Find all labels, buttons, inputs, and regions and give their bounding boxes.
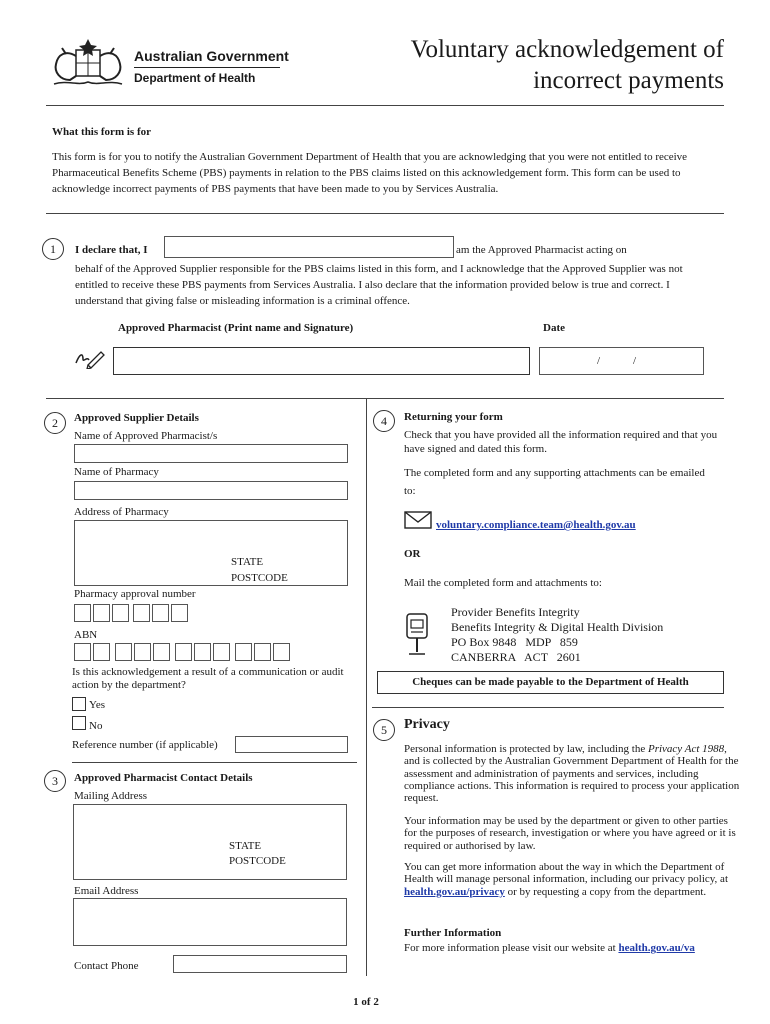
abn-cell[interactable] — [134, 643, 151, 661]
privacy-p1-b: , and is collected by the Australian Government Department of Health for the assessment and administration of payments and services, including compliance actions. This information is required to process your application request. — [404, 743, 740, 805]
postcode-label: POSTCODE — [229, 855, 286, 867]
intro-text: This form is for you to notify the Australian Government Department of Health that you are acknowledging that you were not entitled to receive Pharmaceutical Benefits Scheme (PBS) payments in relation to the PBS claims listed on this acknowledgement form. This form can be used to acknowledge incorrect payments of PBS payments that have been made to you by Services Australia. — [52, 151, 688, 195]
no-label: No — [89, 720, 103, 732]
mailing-address-field[interactable] — [73, 804, 347, 880]
envelope-icon — [404, 511, 432, 529]
date-label: Date — [543, 322, 565, 334]
reference-field[interactable] — [235, 736, 348, 753]
further-info-text — [404, 941, 695, 955]
address-pharmacy-field[interactable] — [74, 520, 348, 586]
pen-signature-icon — [74, 347, 106, 369]
name-pharmacy-field[interactable] — [74, 481, 348, 500]
address-line-3: PO Box 9848 MDP 859 — [451, 635, 578, 649]
address-pharmacy-label: Address of Pharmacy — [74, 506, 169, 518]
section-4-number: 4 — [373, 410, 395, 432]
reference-label: Reference number (if applicable) — [72, 739, 218, 751]
date-field[interactable] — [539, 347, 704, 375]
state-label: STATE — [231, 556, 264, 568]
contact-phone-label: Contact Phone — [74, 960, 139, 972]
page-number: 1 of 2 — [353, 996, 379, 1008]
section-3-heading: Approved Pharmacist Contact Details — [74, 772, 253, 784]
privacy-policy-link[interactable]: health.gov.au/privacy — [404, 885, 505, 898]
declarant-name-field[interactable] — [164, 236, 454, 258]
name-pharmacist-label: Name of Approved Pharmacist/s — [74, 430, 218, 442]
postcode-label: POSTCODE — [231, 572, 288, 584]
name-pharmacy-label: Name of Pharmacy — [74, 466, 159, 478]
declare-suffix: am the Approved Pharmacist acting on — [456, 244, 627, 256]
section-2-heading: Approved Supplier Details — [74, 412, 199, 424]
yes-checkbox[interactable] — [72, 697, 86, 711]
department-name: Department of Health — [134, 71, 256, 85]
section-1-number: 1 — [42, 238, 64, 260]
form-title-line2: incorrect payments — [533, 67, 724, 94]
privacy-act-name: Privacy Act 1988 — [647, 743, 725, 755]
section-3-number: 3 — [44, 770, 66, 792]
address-line-4: CANBERRA ACT 2601 — [451, 650, 581, 664]
signature-field[interactable] — [113, 347, 530, 375]
cheques-box — [377, 671, 724, 694]
emailed-text: The completed form and any supporting attachments can be emailed to: — [404, 467, 705, 497]
abn-cell[interactable] — [273, 643, 290, 661]
declare-prefix: I declare that, I — [75, 244, 148, 256]
approval-cell[interactable] — [74, 604, 91, 622]
privacy-paragraph-3 — [404, 861, 742, 898]
section-5-number: 5 — [373, 719, 395, 741]
cheques-text: Cheques can be made payable to the Department of Health — [412, 676, 689, 688]
abn-cell[interactable] — [93, 643, 110, 661]
state-label: STATE — [229, 840, 262, 852]
coat-of-arms-icon — [48, 36, 128, 90]
signature-label: Approved Pharmacist (Print name and Signature) — [118, 322, 354, 334]
section-2-number: 2 — [44, 412, 66, 434]
section-5-heading: Privacy — [404, 717, 450, 732]
approval-cell[interactable] — [112, 604, 129, 622]
mailing-address-label: Mailing Address — [74, 790, 148, 802]
abn-cell[interactable] — [194, 643, 211, 661]
address-line-2: Benefits Integrity & Digital Health Division — [451, 620, 664, 634]
or-label: OR — [404, 548, 421, 560]
date-separators: / / — [597, 355, 637, 367]
audit-question: Is this acknowledgement a result of a communication or audit action by the department? — [72, 666, 344, 691]
mail-address — [451, 605, 663, 665]
approval-number-label: Pharmacy approval number — [74, 588, 196, 600]
abn-cell[interactable] — [74, 643, 91, 661]
privacy-p3-a: You can get more information about the way in which the Department of Health will manage personal information, including our privacy policy, at — [404, 861, 729, 886]
further-info-heading: Further Information — [404, 927, 502, 939]
form-title-line1: Voluntary acknowledgement of — [410, 36, 724, 63]
abn-label: ABN — [74, 629, 98, 641]
abn-cell[interactable] — [254, 643, 271, 661]
further-info-prefix: For more information please visit our website at — [404, 942, 619, 954]
contact-phone-field[interactable] — [173, 955, 347, 973]
no-checkbox[interactable] — [72, 716, 86, 730]
address-line-1: Provider Benefits Integrity — [451, 605, 580, 619]
org-name: Australian Government — [134, 48, 289, 64]
mail-text: Mail the completed form and attachments to: — [404, 577, 602, 589]
approval-cell[interactable] — [152, 604, 169, 622]
section-4-heading: Returning your form — [404, 411, 503, 423]
name-pharmacist-field[interactable] — [74, 444, 348, 463]
abn-cell[interactable] — [213, 643, 230, 661]
email-address-label: Email Address — [74, 885, 139, 897]
abn-cell[interactable] — [235, 643, 252, 661]
abn-cell[interactable] — [153, 643, 170, 661]
form-title — [411, 34, 724, 96]
check-text: Check that you have provided all the information required and that you have signed and dated this form. — [404, 429, 718, 455]
health-va-link[interactable]: health.gov.au/va — [618, 942, 695, 954]
privacy-paragraph-2: Your information may be used by the department or given to other parties for the purposes of research, investigation or where you have agreed or it is required or authorised by law. — [404, 815, 736, 852]
approval-cell[interactable] — [133, 604, 150, 622]
privacy-p3-b: or by requesting a copy from the department. — [504, 885, 707, 898]
yes-label: Yes — [89, 699, 106, 711]
mailbox-icon — [404, 612, 430, 658]
privacy-paragraph-1 — [404, 743, 742, 804]
approval-cell[interactable] — [171, 604, 188, 622]
compliance-email-link[interactable]: voluntary.compliance.team@health.gov.au — [436, 519, 636, 531]
email-address-field[interactable] — [73, 898, 347, 946]
declaration-body: behalf of the Approved Supplier responsible for the PBS claims listed in this form, and I acknowledge that the Approved Supplier was not entitled to receive these PBS payments from Services Australia. I also declare that the information provided below is true and correct. I understand that giving false or misleading information is a criminal offence. — [75, 263, 683, 307]
intro-heading: What this form is for — [52, 126, 151, 138]
abn-cell[interactable] — [175, 643, 192, 661]
privacy-p1-a: Personal information is protected by law, including the — [404, 743, 648, 755]
approval-cell[interactable] — [93, 604, 110, 622]
abn-cell[interactable] — [115, 643, 132, 661]
